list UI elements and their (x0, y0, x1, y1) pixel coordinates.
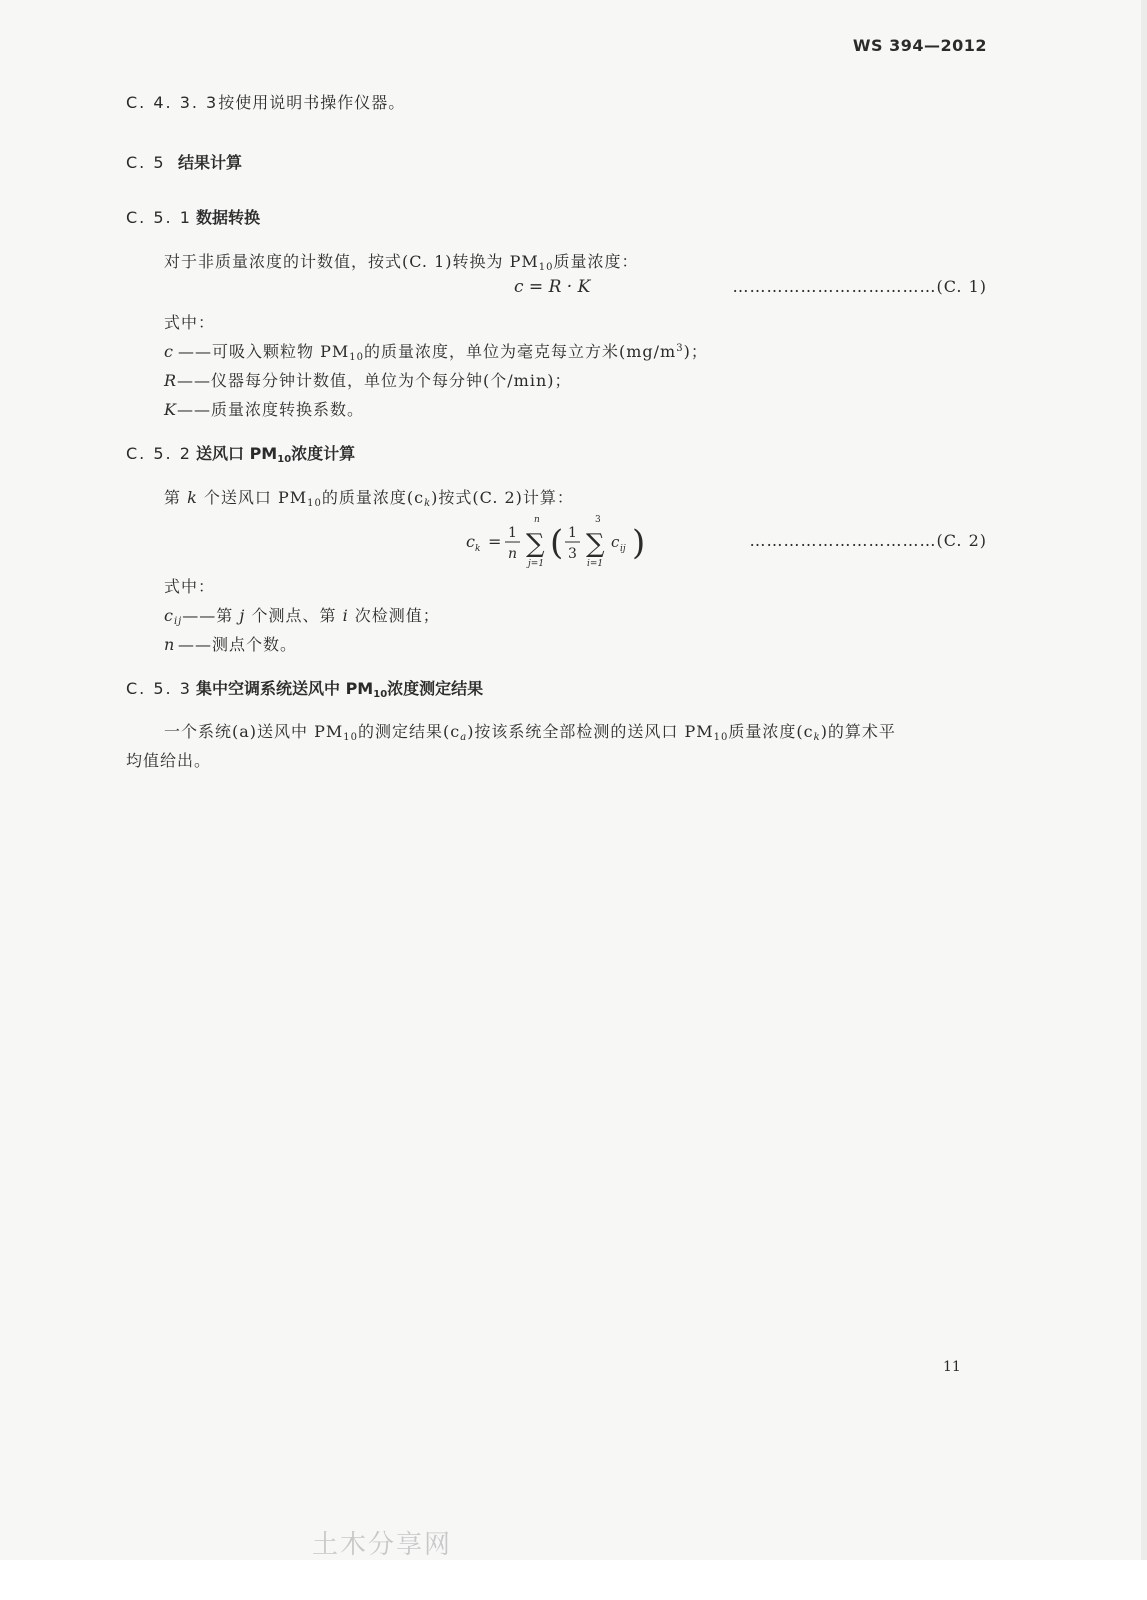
text-run: 可吸入颗粒物 PM (212, 342, 350, 361)
variable-symbol: c (164, 342, 174, 361)
text-run: 浓度计算 (291, 444, 356, 463)
text-run: 仪器每分钟计数值，单位为个每分钟(个/min)； (211, 371, 572, 390)
dash: —— (177, 371, 212, 390)
bottom-band (0, 1560, 1147, 1600)
fraction1-numerator: 1 (508, 525, 517, 541)
text-run: 质量浓度(c (728, 722, 814, 741)
variable-cij-definition (164, 603, 440, 627)
formula-c2 (460, 510, 650, 572)
section-c5-heading (126, 150, 242, 173)
text-run: 第 (216, 606, 234, 625)
text-run: 个送风口 PM (203, 488, 308, 507)
sum2-upper-limit: 3 (595, 515, 601, 525)
subscript: 10 (307, 498, 322, 509)
section-title: 数据转换 (196, 208, 261, 227)
text-run: 质量浓度： (553, 252, 639, 271)
dash: —— (178, 635, 212, 654)
standard-code: WS 394—2012 (852, 36, 987, 55)
variable-symbol: i (342, 606, 349, 625)
text-run: 测点个数。 (212, 635, 298, 654)
fraction2-denominator: 3 (568, 546, 577, 562)
fraction1-denominator: n (508, 546, 518, 562)
variable-symbol: j (239, 606, 246, 625)
variable-symbol: K (164, 400, 177, 419)
dash: —— (178, 342, 212, 361)
c51-intro-paragraph (164, 249, 639, 273)
page-number: 11 (943, 1359, 961, 1375)
c52-intro-paragraph (164, 485, 574, 509)
formula-c1: c = R · K (514, 277, 591, 297)
subscript: 10 (538, 262, 554, 273)
section-c53-heading (126, 676, 483, 700)
text-run: 一个系统(a)送风中 PM (164, 722, 344, 741)
text-run: 的质量浓度(c (321, 488, 425, 507)
sum1-upper-limit: n (534, 515, 540, 525)
right-parenthesis: ) (632, 523, 646, 563)
formula-lhs-subscript: k (475, 544, 481, 554)
formula-c1-number: ………………………………(C. 1) (732, 277, 987, 296)
formula-term-subscript: ij (620, 544, 626, 554)
text-run: )的算术平 (820, 722, 896, 741)
text-run: )； (683, 342, 708, 361)
variable-symbol: n (164, 635, 176, 654)
clause-text: 按使用说明书操作仪器。 (218, 93, 406, 112)
watermark: 土木分享网 (312, 1530, 453, 1560)
sum2-lower-limit: i=1 (587, 559, 604, 569)
subscript: 10 (277, 454, 292, 465)
variable-c-definition (164, 339, 708, 363)
where-label: 式中： (164, 577, 216, 596)
section-number: C. 5. 3 (126, 679, 192, 698)
section-number: C. 5. 2 (126, 444, 192, 463)
variable-r-definition (164, 368, 572, 391)
c53-paragraph-line1 (164, 719, 896, 743)
text-run: 次检测值； (354, 606, 440, 625)
clause-number: C. 4. 3. 3 (126, 93, 219, 112)
subscript: 10 (373, 689, 388, 700)
dash: —— (176, 400, 211, 419)
text-run: 集中空调系统送风中 PM (196, 679, 374, 698)
subscript: k (424, 498, 432, 509)
subscript: 10 (343, 732, 358, 743)
subscript: a (460, 732, 468, 743)
section-number: C. 5. 1 (126, 208, 192, 227)
text-run: 个测点、第 (251, 606, 337, 625)
superscript: 3 (676, 343, 684, 354)
text-run: 浓度测定结果 (387, 679, 484, 698)
text-run: 质量浓度转换系数。 (210, 400, 364, 419)
subscript: k (813, 732, 821, 743)
section-number: C. 5 (126, 153, 166, 172)
formula-lhs: c (466, 532, 475, 551)
section-c51-heading (126, 205, 260, 228)
dash: —— (182, 606, 217, 625)
clause-c433 (126, 90, 405, 113)
fraction2-numerator: 1 (568, 525, 577, 541)
text-run: 的测定结果(c (358, 722, 461, 741)
formula-term: c (611, 533, 620, 551)
where-label: 式中： (164, 313, 216, 332)
text-run: 第 (164, 488, 182, 507)
subscript: 10 (713, 732, 729, 743)
text-run: )按式(C. 2)计算： (431, 488, 574, 507)
text-run: 对于非质量浓度的计数值，按式(C. 1)转换为 PM (164, 252, 539, 271)
formula-equals: = (488, 532, 502, 551)
section-title: 结果计算 (178, 153, 243, 172)
variable-symbol: k (187, 488, 198, 507)
formula-c2-number: ……………………………(C. 2) (749, 531, 987, 550)
variable-symbol: R (164, 371, 178, 390)
c53-paragraph-line2: 均值给出。 (126, 751, 212, 770)
variable-symbol: c (164, 606, 174, 625)
sum1-sigma: ∑ (526, 529, 545, 559)
subscript: 10 (349, 352, 364, 363)
text-run: )按该系统全部检测的送风口 PM (467, 722, 714, 741)
section-c52-heading (126, 441, 355, 465)
text-run: 的质量浓度，单位为毫克每立方米(mg/m (363, 342, 677, 361)
subscript: ij (173, 616, 183, 627)
sum1-lower-limit: j=1 (528, 559, 545, 569)
variable-n-definition (164, 632, 297, 655)
text-run: 送风口 PM (196, 444, 278, 463)
left-parenthesis: ( (550, 523, 564, 563)
variable-k-definition (164, 397, 364, 420)
sum2-sigma: ∑ (586, 529, 605, 559)
